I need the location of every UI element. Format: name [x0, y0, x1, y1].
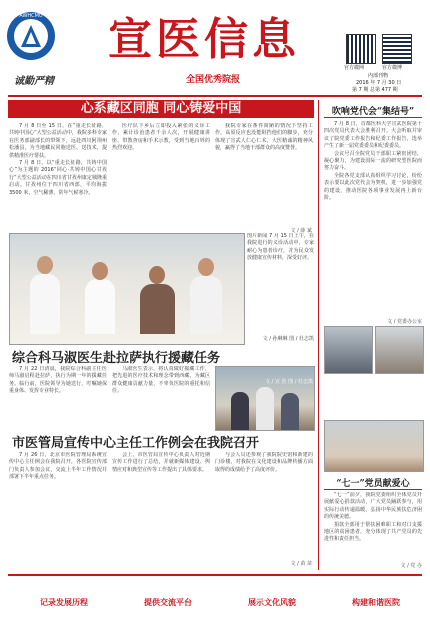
sidebar1-paragraph: 全院各党支部认真组织学习讨论，纷纷表示要以此次党代会为契机，进一步加强党的建设，推动医院各项事业发展再上新台阶。 — [324, 172, 422, 202]
article1-paragraph: 医疗队下乡后立即投入紧张的义诊工作，累计诊治患者千余人次，开展健康讲座、带教查房和手术示教，受到当地百姓的热烈欢迎。 — [112, 123, 210, 152]
issue-date: 2016 年 7 月 30 日 — [356, 80, 402, 86]
footer-slogans — [40, 597, 400, 608]
article3-column-2 — [112, 452, 210, 567]
column-divider — [318, 100, 319, 570]
masthead-subtitle: 全国优秀院报 — [186, 75, 241, 85]
logo-emblem-icon — [19, 23, 43, 49]
article1-column-3 — [215, 123, 313, 227]
article2-author: 文 / 宣 医 图 / 杜志凯 — [265, 379, 313, 385]
article3-headline: 市医管局宣传中心主任工作例会在我院召开 — [12, 436, 260, 451]
sidebar2-author: 文 / 党 办 — [400, 563, 422, 569]
masthead-divider — [8, 95, 422, 97]
news-photo-clinic — [9, 233, 245, 345]
motto: 诚勤严精 — [14, 76, 54, 87]
article1-paragraph: 7 月 8 日，以“重走长征路，共铸中国心”为主题的 2016“同心·共铸中国心甘孜行”大型公益活动在四川省甘孜州康定城隆重启动。甘孜州位于四川省西部，平均海拔 3500 米，空气稀薄，常年气候寒冷。 — [9, 160, 107, 196]
article1-column-1 — [9, 123, 107, 233]
article3-paragraph: 会上，市医管局宣传中心负责人对近期宣传工作进行了总结，并就新媒体建设、舆情应对和典型宣传等工作提出了具体要求。 — [112, 452, 210, 473]
news-photo-congress-1 — [324, 326, 373, 374]
sidebar1-paragraph: 会议号召全院党员干部职工紧密团结，凝心聚力，为建设国际一流的研究型医院而努力奋斗。 — [324, 150, 422, 172]
sidebar2-title-rule — [324, 489, 422, 490]
sidebar2-title: “七一”党员献爱心 — [336, 479, 410, 489]
sidebar1-paragraph: 7 月 8 日，首都医科大学宣武医院第十四次党员代表大会胜利召开。大会听取并审议了院党委工作报告和纪委工作报告，选举产生了新一届党委委员和纪委委员。 — [324, 121, 422, 150]
photo-caption — [247, 233, 314, 333]
article3-column-1 — [9, 452, 107, 567]
logo-text: AWHCMU — [19, 13, 43, 19]
issue-number: 第 7 期 总第 477 期 — [352, 87, 398, 93]
photo-caption-text: 图片新闻 7 月 15 日上午，在我院进行的义诊活动中，专家耐心为患者诊疗，并为民众发放健康宣传材料，深受好评。 — [247, 233, 314, 262]
article1-author: 文 / 薛 斌 — [290, 228, 312, 234]
article1-paragraph: 7 月 8 日至 15 日，在“重走长征路，共铸中国心”大型公益活动中，我院多科专家在医务部副部长的带领下，远赴四川阿坝州松潘县，为当地藏民同胞送医、送技术，提供精准医疗帮扶。 — [9, 123, 107, 159]
banner-headline: 心系藏区同胞 同心铸爱中国 — [8, 100, 314, 118]
sidebar1-author: 文 / 党委办公室 — [387, 319, 422, 325]
footer-slogan: 提供交流平台 — [144, 597, 192, 607]
article3-paragraph: 与会人员还参观了我院院史馆和新建的门诊楼，对我院在文化建设和品牌传播方面取得的成绩给予了高度评价。 — [215, 452, 313, 473]
article2-headline: 综合科马淑医生赴拉萨执行援藏任务 — [12, 351, 221, 366]
issue-type: 内部刊物 — [368, 73, 389, 79]
footer-slogan: 展示文化风貌 — [248, 597, 296, 607]
photo-caption-author: 文 / 孙琳琳 图 / 杜志凯 — [262, 336, 314, 342]
qr-label-web: 官方微网 — [344, 65, 365, 71]
news-photo-congress-2 — [375, 326, 424, 374]
footer-rule — [8, 574, 422, 576]
article1-paragraph: 我院专家在条件简陋的情况下坚持工作，高原反应也没能阻挡他们的脚步，充分体现了宣武人仁心仁术、大医精诚的精神风貌，赢得了当地干部群众的高度赞誉。 — [215, 123, 313, 152]
article3-author: 文 / 苗 苗 — [290, 561, 312, 567]
article2-paragraph: 马淑医生表示，将认真做好援藏工作，把先进的医疗技术和理念带到西藏，为藏区群众健康贡献力量，不辜负医院的重托和信任。 — [112, 366, 210, 395]
qr-code-weibo — [382, 34, 412, 64]
sidebar1-title-rule — [324, 117, 422, 118]
sidebar1-extra — [324, 376, 422, 416]
qr-code-web — [346, 34, 376, 64]
masthead — [0, 0, 430, 95]
article2-column-1 — [9, 366, 107, 426]
masthead-title: 宣医信息 — [108, 14, 300, 65]
sidebar1-title: 吹响党代会“集结号” — [331, 107, 415, 117]
article3-column-3 — [215, 452, 313, 560]
news-photo-sendoff — [215, 366, 315, 431]
news-photo-congress-3 — [324, 420, 424, 472]
article3-paragraph: 7 月 26 日，北京市医院管理局系统宣传中心主任例会在我院召开，各医院宣传部门负责人参加会议，交流上半年工作情况并部署下半年重点任务。 — [9, 452, 107, 481]
hospital-logo — [7, 12, 55, 60]
sidebar2-paragraph: 捐款全部用于帮扶困难职工和对口支援地区的贫困患者，充分体现了共产党员的先进性和责任担当。 — [324, 521, 422, 543]
footer-slogan: 记录发展历程 — [40, 597, 88, 607]
article1-column-2 — [112, 123, 210, 233]
article2-column-2 — [112, 366, 210, 426]
qr-label-weibo: 官方微博 — [382, 65, 403, 71]
sidebar2-paragraph: “七一”前夕，我院党委组织全体党员开展献爱心捐款活动，广大党员踊跃参与，用实际行动传递温暖，弘扬中华民族扶危济困的传统美德。 — [324, 492, 422, 521]
article2-paragraph: 7 月 22 日清晨，我院综合科副主任医师马淑启程赴拉萨，执行为期一年的援藏任务。临行前，医院领导为她送行，叮嘱她保重身体、发挥专业特长。 — [9, 366, 107, 395]
footer-slogan: 构建和谐医院 — [352, 597, 400, 607]
sidebar1-body — [324, 121, 422, 319]
sidebar2-body — [324, 492, 422, 562]
